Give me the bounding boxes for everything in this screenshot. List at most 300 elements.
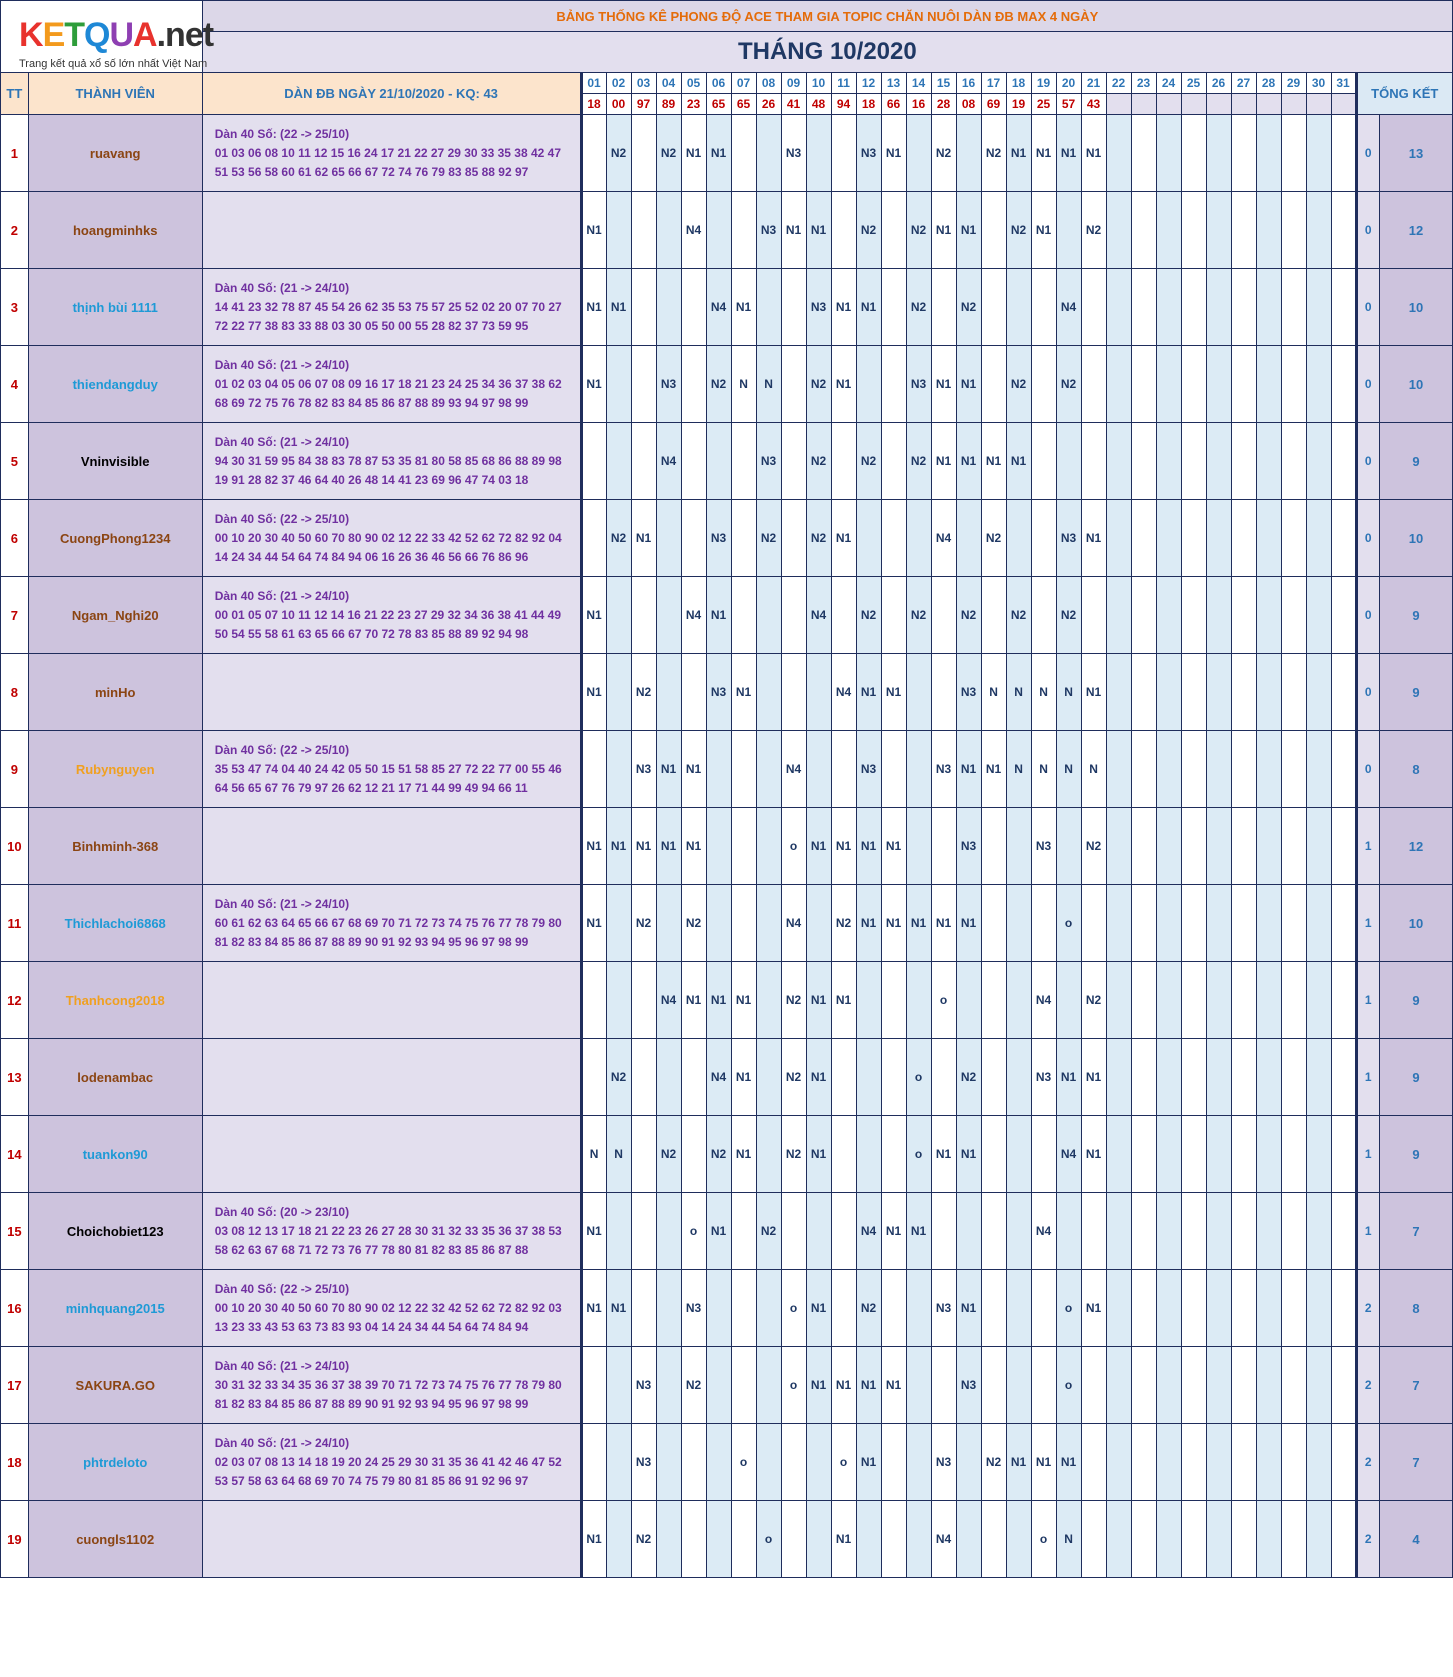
total-count: 9 (1380, 577, 1453, 654)
day-cell-21: N2 (1081, 962, 1106, 1039)
total-count: 10 (1380, 269, 1453, 346)
day-cell-20 (1056, 423, 1081, 500)
day-cell-18 (1006, 1347, 1031, 1424)
row-number: 1 (1, 115, 29, 192)
day-cell-30 (1306, 577, 1331, 654)
day-cell-21 (1081, 1501, 1106, 1578)
row-number: 4 (1, 346, 29, 423)
day-cell-31 (1331, 192, 1356, 269)
day-cell-02 (606, 1501, 631, 1578)
miss-count: 0 (1356, 500, 1379, 577)
day-cell-10: N1 (806, 192, 831, 269)
day-cell-07 (731, 1501, 756, 1578)
dan-cell (202, 808, 581, 885)
day-cell-27 (1231, 808, 1256, 885)
member-name[interactable]: SAKURA.GO (28, 1347, 202, 1424)
day-cell-15: N4 (931, 1501, 956, 1578)
day-cell-03 (631, 1116, 656, 1193)
result-03: 97 (631, 94, 656, 115)
day-header-23: 23 (1131, 73, 1156, 94)
day-cell-06: N3 (706, 654, 731, 731)
dan-cell (202, 1193, 581, 1270)
day-cell-09: o (781, 808, 806, 885)
day-cell-04: N1 (656, 808, 681, 885)
member-name[interactable]: Rubynguyen (28, 731, 202, 808)
day-cell-07 (731, 731, 756, 808)
day-cell-06 (706, 1347, 731, 1424)
day-cell-13 (881, 1116, 906, 1193)
dan-title: Dàn 40 Số: (21 -> 24/10) (214, 1435, 350, 1450)
day-cell-11 (831, 1039, 856, 1116)
day-cell-17 (981, 577, 1006, 654)
day-cell-22 (1106, 962, 1131, 1039)
member-name[interactable]: lodenambac (28, 1039, 202, 1116)
day-cell-16 (956, 1501, 981, 1578)
result-06: 65 (706, 94, 731, 115)
day-cell-11: N1 (831, 808, 856, 885)
dan-cell (202, 423, 581, 500)
day-cell-21 (1081, 1347, 1106, 1424)
row-number: 9 (1, 731, 29, 808)
dan-title: Dàn 40 Số: (21 -> 24/10) (214, 896, 350, 911)
dan-cell (202, 885, 581, 962)
day-header-22: 22 (1106, 73, 1131, 94)
dan-numbers-line-2: 81 82 83 84 85 86 87 88 89 90 91 92 93 94 95 96 97 98 99 (214, 1396, 529, 1411)
day-cell-23 (1131, 1270, 1156, 1347)
day-header-18: 18 (1006, 73, 1031, 94)
day-cell-07: N1 (731, 1116, 756, 1193)
day-cell-08 (756, 1039, 781, 1116)
day-cell-11: N1 (831, 500, 856, 577)
day-cell-31 (1331, 500, 1356, 577)
day-header-26: 26 (1206, 73, 1231, 94)
result-11: 94 (831, 94, 856, 115)
miss-count: 0 (1356, 346, 1379, 423)
day-cell-13 (881, 1039, 906, 1116)
day-cell-13 (881, 423, 906, 500)
miss-count: 1 (1356, 1039, 1379, 1116)
result-12: 18 (856, 94, 881, 115)
day-cell-15 (931, 1039, 956, 1116)
table-row (1, 577, 1453, 654)
day-cell-30 (1306, 1039, 1331, 1116)
day-cell-31 (1331, 1347, 1356, 1424)
day-cell-26 (1206, 346, 1231, 423)
day-cell-22 (1106, 1424, 1131, 1501)
day-cell-26 (1206, 500, 1231, 577)
table-row (1, 808, 1453, 885)
day-cell-08 (756, 1347, 781, 1424)
day-cell-12 (856, 1501, 881, 1578)
stats-table-body (1, 1, 1453, 1578)
day-cell-07: N1 (731, 269, 756, 346)
miss-count: 1 (1356, 1193, 1379, 1270)
day-cell-26 (1206, 423, 1231, 500)
day-header-27: 27 (1231, 73, 1256, 94)
day-cell-09: N1 (781, 192, 806, 269)
result-13: 66 (881, 94, 906, 115)
day-cell-09: N2 (781, 1116, 806, 1193)
total-count: 7 (1380, 1347, 1453, 1424)
day-cell-24 (1156, 423, 1181, 500)
result-29 (1281, 94, 1306, 115)
day-cell-07 (731, 423, 756, 500)
day-cell-24 (1156, 1039, 1181, 1116)
dan-title: Dàn 40 Số: (22 -> 25/10) (214, 742, 350, 757)
logo-tagline: Trang kết quả xổ số lớn nhất Việt Nam (19, 57, 208, 70)
miss-count: 1 (1356, 962, 1379, 1039)
day-cell-26 (1206, 808, 1231, 885)
row-number: 15 (1, 1193, 29, 1270)
miss-count: 1 (1356, 808, 1379, 885)
day-cell-07 (731, 500, 756, 577)
day-cell-13 (881, 1501, 906, 1578)
day-cell-04: N4 (656, 423, 681, 500)
day-cell-19: N1 (1031, 115, 1056, 192)
day-cell-07: o (731, 1424, 756, 1501)
day-cell-02: N1 (606, 808, 631, 885)
day-cell-05: N1 (681, 962, 706, 1039)
table-row (1, 1501, 1453, 1578)
day-cell-30 (1306, 192, 1331, 269)
day-cell-07 (731, 1193, 756, 1270)
day-cell-30 (1306, 731, 1331, 808)
day-cell-17 (981, 1116, 1006, 1193)
logo-brand-suffix: .net (156, 15, 214, 54)
day-header-09: 09 (781, 73, 806, 94)
day-cell-18 (1006, 1501, 1031, 1578)
member-name[interactable]: Thanhcong2018 (28, 962, 202, 1039)
result-01: 18 (581, 94, 606, 115)
day-cell-14 (906, 500, 931, 577)
day-cell-11: N1 (831, 1501, 856, 1578)
day-cell-27 (1231, 115, 1256, 192)
dan-numbers-line-1: 02 03 07 08 13 14 18 19 20 24 25 29 30 31 35 36 41 42 46 47 52 (214, 1454, 562, 1469)
day-cell-28 (1256, 808, 1281, 885)
day-cell-26 (1206, 1270, 1231, 1347)
member-name[interactable]: Binhminh-368 (28, 808, 202, 885)
day-cell-15 (931, 1347, 956, 1424)
result-20: 57 (1056, 94, 1081, 115)
day-cell-23 (1131, 1424, 1156, 1501)
day-cell-27 (1231, 1347, 1256, 1424)
day-cell-17 (981, 885, 1006, 962)
member-name[interactable]: minhquang2015 (28, 1270, 202, 1347)
member-name[interactable]: Ngam_Nghi20 (28, 577, 202, 654)
day-cell-04: N3 (656, 346, 681, 423)
day-cell-28 (1256, 1501, 1281, 1578)
row-number: 18 (1, 1424, 29, 1501)
member-name[interactable]: Choichobiet123 (28, 1193, 202, 1270)
member-name[interactable]: Vninvisible (28, 423, 202, 500)
day-cell-28 (1256, 577, 1281, 654)
day-cell-14: N1 (906, 885, 931, 962)
day-cell-06 (706, 423, 731, 500)
day-cell-15: N1 (931, 1116, 956, 1193)
day-cell-11: o (831, 1424, 856, 1501)
day-header-19: 19 (1031, 73, 1056, 94)
day-cell-28 (1256, 346, 1281, 423)
miss-count: 0 (1356, 731, 1379, 808)
header-member: THÀNH VIÊN (28, 73, 202, 115)
row-number: 14 (1, 1116, 29, 1193)
day-cell-27 (1231, 500, 1256, 577)
day-cell-05 (681, 269, 706, 346)
day-cell-11: N1 (831, 346, 856, 423)
day-cell-02 (606, 885, 631, 962)
dan-numbers-line-1: 00 01 05 07 10 11 12 14 16 21 22 23 27 29 32 34 36 38 41 44 49 (214, 607, 562, 622)
day-cell-17 (981, 1193, 1006, 1270)
day-cell-01 (581, 1347, 606, 1424)
row-number: 2 (1, 192, 29, 269)
member-name[interactable]: phtrdeloto (28, 1424, 202, 1501)
day-cell-08 (756, 731, 781, 808)
row-number: 12 (1, 962, 29, 1039)
day-cell-31 (1331, 1039, 1356, 1116)
day-cell-19 (1031, 1116, 1056, 1193)
day-cell-09 (781, 654, 806, 731)
day-cell-20: N (1056, 1501, 1081, 1578)
member-name[interactable]: minHo (28, 654, 202, 731)
day-cell-28 (1256, 1193, 1281, 1270)
day-cell-02 (606, 654, 631, 731)
member-name[interactable]: cuongls1102 (28, 1501, 202, 1578)
day-header-16: 16 (956, 73, 981, 94)
day-cell-05: N2 (681, 1347, 706, 1424)
dan-numbers-line-2: 13 23 33 43 53 63 73 83 93 04 14 24 34 44 54 64 74 84 94 (214, 1319, 529, 1334)
day-cell-08 (756, 269, 781, 346)
result-09: 41 (781, 94, 806, 115)
day-cell-09 (781, 1501, 806, 1578)
miss-count: 2 (1356, 1424, 1379, 1501)
day-cell-13 (881, 577, 906, 654)
day-cell-23 (1131, 192, 1156, 269)
day-cell-22 (1106, 346, 1131, 423)
day-cell-25 (1181, 423, 1206, 500)
day-cell-07 (731, 115, 756, 192)
day-cell-21: N (1081, 731, 1106, 808)
dan-cell (202, 731, 581, 808)
day-header-07: 07 (731, 73, 756, 94)
day-cell-02: N2 (606, 1039, 631, 1116)
day-cell-24 (1156, 885, 1181, 962)
day-cell-16: N2 (956, 1039, 981, 1116)
day-cell-15: N2 (931, 115, 956, 192)
day-cell-12: N2 (856, 577, 881, 654)
day-cell-23 (1131, 1501, 1156, 1578)
day-cell-24 (1156, 115, 1181, 192)
day-cell-22 (1106, 1270, 1131, 1347)
day-cell-29 (1281, 1347, 1306, 1424)
dan-cell (202, 115, 581, 192)
day-cell-02: N1 (606, 269, 631, 346)
day-cell-26 (1206, 1039, 1231, 1116)
table-row (1, 1039, 1453, 1116)
day-cell-14 (906, 654, 931, 731)
day-cell-24 (1156, 731, 1181, 808)
day-cell-22 (1106, 269, 1131, 346)
day-cell-28 (1256, 423, 1281, 500)
day-cell-03 (631, 115, 656, 192)
table-row (1, 654, 1453, 731)
day-cell-08 (756, 885, 781, 962)
day-cell-05: N2 (681, 885, 706, 962)
result-22 (1106, 94, 1131, 115)
day-cell-24 (1156, 654, 1181, 731)
day-cell-17: N1 (981, 731, 1006, 808)
member-name[interactable]: thiendangduy (28, 346, 202, 423)
day-cell-04 (656, 1501, 681, 1578)
day-cell-19: N (1031, 731, 1056, 808)
day-cell-19: o (1031, 1501, 1056, 1578)
day-cell-12: N1 (856, 1347, 881, 1424)
day-cell-16: N1 (956, 423, 981, 500)
day-cell-18 (1006, 885, 1031, 962)
member-name[interactable]: tuankon90 (28, 1116, 202, 1193)
day-cell-16: N1 (956, 346, 981, 423)
day-cell-20: N4 (1056, 1116, 1081, 1193)
day-cell-07: N1 (731, 962, 756, 1039)
day-cell-20: o (1056, 1347, 1081, 1424)
day-cell-03 (631, 577, 656, 654)
day-cell-25 (1181, 500, 1206, 577)
day-cell-13 (881, 962, 906, 1039)
day-cell-18 (1006, 1039, 1031, 1116)
table-row (1, 500, 1453, 577)
day-cell-05: o (681, 1193, 706, 1270)
day-cell-20: o (1056, 1270, 1081, 1347)
day-cell-24 (1156, 962, 1181, 1039)
day-cell-21 (1081, 1424, 1106, 1501)
dan-title: Dàn 40 Số: (22 -> 25/10) (214, 1281, 350, 1296)
day-cell-27 (1231, 962, 1256, 1039)
dan-numbers-line-2: 50 54 55 58 61 63 65 66 67 70 72 78 83 85 88 89 92 94 98 (214, 626, 529, 641)
day-cell-11 (831, 115, 856, 192)
miss-count: 2 (1356, 1270, 1379, 1347)
day-cell-05 (681, 1039, 706, 1116)
day-cell-10: N2 (806, 423, 831, 500)
day-cell-04 (656, 885, 681, 962)
day-cell-21: N1 (1081, 500, 1106, 577)
day-cell-16: N1 (956, 731, 981, 808)
day-cell-15 (931, 577, 956, 654)
day-cell-09 (781, 269, 806, 346)
day-cell-06: N2 (706, 346, 731, 423)
day-cell-15: N1 (931, 885, 956, 962)
table-row (1, 885, 1453, 962)
day-cell-21: N1 (1081, 1039, 1106, 1116)
day-cell-31 (1331, 1501, 1356, 1578)
day-cell-14 (906, 808, 931, 885)
day-cell-10: N2 (806, 500, 831, 577)
day-cell-28 (1256, 500, 1281, 577)
day-cell-12: N2 (856, 423, 881, 500)
member-name[interactable]: ruavang (28, 115, 202, 192)
day-cell-10: N1 (806, 1270, 831, 1347)
day-cell-16: N1 (956, 1270, 981, 1347)
day-cell-23 (1131, 423, 1156, 500)
day-cell-11 (831, 423, 856, 500)
row-number: 11 (1, 885, 29, 962)
day-cell-06: N1 (706, 962, 731, 1039)
day-cell-31 (1331, 269, 1356, 346)
member-name[interactable]: Thichlachoi6868 (28, 885, 202, 962)
day-cell-29 (1281, 115, 1306, 192)
table-row (1, 192, 1453, 269)
day-cell-31 (1331, 731, 1356, 808)
day-cell-06: N4 (706, 1039, 731, 1116)
day-cell-13: N1 (881, 1193, 906, 1270)
dan-cell (202, 962, 581, 1039)
day-cell-29 (1281, 1501, 1306, 1578)
day-cell-25 (1181, 731, 1206, 808)
day-cell-19 (1031, 1270, 1056, 1347)
day-cell-30 (1306, 1193, 1331, 1270)
day-cell-14: N2 (906, 577, 931, 654)
day-cell-17 (981, 1501, 1006, 1578)
dan-cell (202, 1424, 581, 1501)
day-cell-06 (706, 885, 731, 962)
day-cell-16 (956, 115, 981, 192)
day-cell-04 (656, 269, 681, 346)
day-header-08: 08 (756, 73, 781, 94)
day-cell-31 (1331, 885, 1356, 962)
day-cell-13: N1 (881, 115, 906, 192)
day-cell-02 (606, 1424, 631, 1501)
day-cell-16: N1 (956, 1116, 981, 1193)
member-name[interactable]: hoangminhks (28, 192, 202, 269)
day-cell-26 (1206, 654, 1231, 731)
day-cell-23 (1131, 1116, 1156, 1193)
day-cell-27 (1231, 1270, 1256, 1347)
day-cell-29 (1281, 654, 1306, 731)
miss-count: 0 (1356, 423, 1379, 500)
day-cell-29 (1281, 962, 1306, 1039)
day-cell-29 (1281, 731, 1306, 808)
total-count: 7 (1380, 1193, 1453, 1270)
day-cell-30 (1306, 808, 1331, 885)
total-count: 8 (1380, 731, 1453, 808)
day-cell-22 (1106, 1193, 1131, 1270)
day-cell-22 (1106, 731, 1131, 808)
day-cell-01 (581, 731, 606, 808)
day-cell-27 (1231, 731, 1256, 808)
member-name[interactable]: thịnh bùi 1111 (28, 269, 202, 346)
day-cell-02 (606, 346, 631, 423)
day-cell-29 (1281, 269, 1306, 346)
day-cell-14: N3 (906, 346, 931, 423)
day-cell-30 (1306, 500, 1331, 577)
dan-numbers-line-2: 14 24 34 44 54 64 74 84 94 06 16 26 36 46 56 66 76 86 96 (214, 549, 529, 564)
day-cell-18 (1006, 1270, 1031, 1347)
dan-numbers-line-1: 00 10 20 30 40 50 60 70 80 90 02 12 22 32 42 52 62 72 82 92 03 (214, 1300, 562, 1315)
day-cell-12 (856, 962, 881, 1039)
day-cell-23 (1131, 1039, 1156, 1116)
day-cell-28 (1256, 1116, 1281, 1193)
day-cell-27 (1231, 192, 1256, 269)
member-name[interactable]: CuongPhong1234 (28, 500, 202, 577)
table-row (1, 269, 1453, 346)
dan-numbers-line-1: 35 53 47 74 04 40 24 42 05 50 15 51 58 85 27 72 22 77 00 55 46 (214, 761, 562, 776)
day-cell-13 (881, 731, 906, 808)
day-cell-21 (1081, 423, 1106, 500)
day-cell-05: N1 (681, 115, 706, 192)
day-cell-07: N (731, 346, 756, 423)
day-cell-01: N1 (581, 269, 606, 346)
day-cell-01: N1 (581, 1501, 606, 1578)
day-cell-01 (581, 1424, 606, 1501)
day-cell-06 (706, 192, 731, 269)
